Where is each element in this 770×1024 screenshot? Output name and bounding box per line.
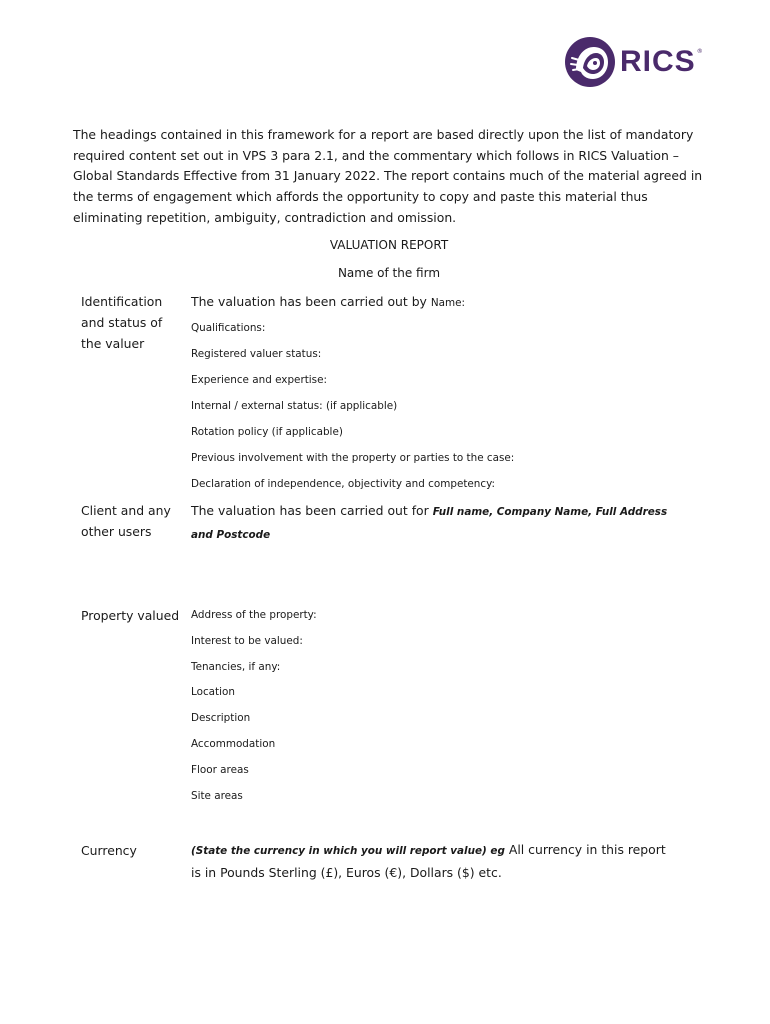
name-field: Name: [430,297,465,309]
client-placeholder: Full name, Company Name, Full Address and Postcode [191,506,668,541]
accommodation-field: Accommodation [191,738,276,750]
currency-statement: All currency in this report is in Pounds Sterling (£), Euros (€), Dollars ($) etc. [191,842,666,880]
currency-label: Currency [81,843,137,858]
registered-valuer-status-field: Registered valuer status: [191,348,322,360]
property-label: Property valued [81,608,180,623]
currency-instruction: (State the currency in which you will report value) eg [191,845,505,857]
lion-head-icon [564,36,616,88]
experience-field: Experience and expertise: [191,374,327,386]
previous-involvement-field: Previous involvement with the property or parties to the case: [191,452,515,464]
firm-name: Name of the firm [337,266,441,280]
site-areas-field: Site areas [191,790,243,802]
rics-logo [564,36,703,88]
description-field: Description [191,712,251,724]
client-lead-text: The valuation has been carried out for [191,503,429,518]
declaration-field: Declaration of independence, objectivity and competency: [191,478,496,490]
address-field: Address of the property: [191,609,317,621]
internal-external-status-field: Internal / external status: (if applicable) [191,400,398,412]
identification-lead-text: The valuation has been carried out by [191,294,427,309]
qualifications-field: Qualifications: [191,322,266,334]
client-label: Client and any other users [81,503,171,539]
currency-text [191,839,671,883]
location-field: Location [191,686,235,698]
logo-wordmark: RICS [620,45,696,78]
identification-lead [191,291,671,314]
client-text [191,500,671,546]
interest-field: Interest to be valued: [191,635,303,647]
report-title: VALUATION REPORT [329,238,449,252]
intro-paragraph: The headings contained in this framework for a report are based directly upon the list of mandatory required content set out in VPS 3 para 2.1, and the commentary which follows in RICS Valuation – Global Standards Effective from 31 January 2022. The report contains much of the material agreed in the terms of engagement which affords the opportunity to copy and paste this material thus eliminating repetition, ambiguity, contradiction and omission. [73,127,703,225]
rotation-policy-field: Rotation policy (if applicable) [191,426,343,438]
registered-mark: ® [696,47,703,55]
tenancies-field: Tenancies, if any: [191,661,281,673]
identification-label: Identification and status of the valuer [81,294,163,351]
floor-areas-field: Floor areas [191,764,249,776]
